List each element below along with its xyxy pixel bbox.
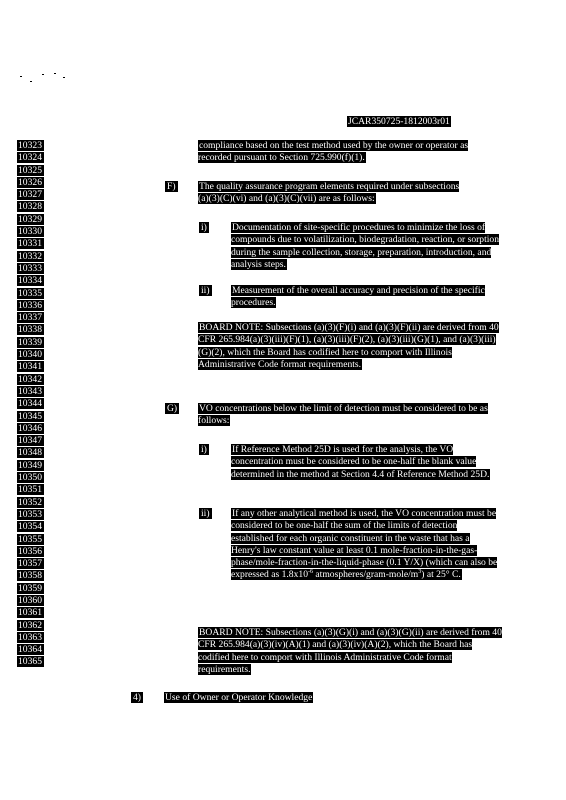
line-number: 10333 xyxy=(18,262,42,274)
line-number: 10356 xyxy=(18,545,42,557)
heading-owner-knowledge: Use of Owner or Operator Knowledge xyxy=(165,692,313,703)
line-number: 10347 xyxy=(18,435,42,447)
line-number: 10353 xyxy=(18,508,42,520)
paragraph-other-method xyxy=(231,508,501,582)
line-number: 10325 xyxy=(18,164,42,176)
line-number-column xyxy=(17,140,55,669)
line-number: 10351 xyxy=(18,484,42,496)
paragraph-compliance: compliance based on the test method used by the owner or operator as recorded pursuant to Section 725.990(f)(1). xyxy=(198,140,469,164)
line-number: 10334 xyxy=(18,275,42,287)
line-number: 10336 xyxy=(18,299,42,311)
line-number: 10339 xyxy=(18,336,42,348)
subsection-marker-G: G) xyxy=(167,403,178,414)
line-number: 10357 xyxy=(18,558,42,570)
subsection-marker-F: F) xyxy=(167,181,176,192)
other-method-units: atmospheres/gram-mole/m xyxy=(313,569,419,581)
subsection-marker-G-ii: ii) xyxy=(201,508,210,519)
line-number: 10328 xyxy=(18,201,42,213)
other-method-text: If any other analytical method is used, the VO concentration must be considered to be one-half the sum of the limits of detection established for each organic constituent in the waste that has a Henry's law constant value at least 0.1 mole-fraction-in-the-gas-phase/mole-fraction-in-the-liquid-phase (0.1 Y/X) (which can also be expressed as 1.8x10 xyxy=(231,508,498,581)
line-number: 10365 xyxy=(18,656,42,668)
line-number: 10350 xyxy=(18,472,42,484)
line-number: 10332 xyxy=(18,250,42,262)
line-number: 10360 xyxy=(18,594,42,606)
paragraph-quality-assurance: The quality assurance program elements required under subsections (a)(3)(C)(vi) and (a)(3)(C)(vii) are as follows: xyxy=(198,181,460,205)
line-number: 10335 xyxy=(18,287,42,299)
subsection-marker-4: 4) xyxy=(133,692,141,703)
line-number: 10337 xyxy=(18,312,42,324)
line-number: 10363 xyxy=(18,631,42,643)
line-number: 10354 xyxy=(18,521,42,533)
line-number: 10364 xyxy=(18,644,42,656)
line-number: 10344 xyxy=(18,398,42,410)
line-number: 10340 xyxy=(18,349,42,361)
line-number: 10346 xyxy=(18,422,42,434)
board-note-1: BOARD NOTE: Subsections (a)(3)(F)(i) and (a)(3)(F)(ii) are derived from 40 CFR 265.984(a)(3)(iii)(F)(1), (a)(3)(iii)(F)(2), (a)(3)(iii)(G)(1), and (a)(3)(iii)(G)(2), which the Board has codified here to comport with Illinois Administrative Code format requirements. xyxy=(198,322,499,370)
line-number: 10341 xyxy=(18,361,42,373)
exponent-superscript: -6 xyxy=(308,569,313,576)
scan-specks xyxy=(20,70,80,82)
line-number: 10362 xyxy=(18,619,42,631)
line-number: 10326 xyxy=(18,176,42,188)
line-number: 10338 xyxy=(18,324,42,336)
subsection-marker-G-i: i) xyxy=(201,444,207,455)
paragraph-documentation: Documentation of site-specific procedures to minimize the loss of compounds due to volatilization, biodegradation, reaction, or sorption during the sample collection, storage, preparation, introduction, and analysis steps. xyxy=(231,222,500,270)
subsection-marker-F-i: i) xyxy=(201,222,207,233)
line-number: 10352 xyxy=(18,496,42,508)
paragraph-vo-concentrations: VO concentrations below the limit of detection must be considered to be as follows: xyxy=(198,403,488,427)
cubic-superscript: 3 xyxy=(418,569,422,576)
line-number: 10361 xyxy=(18,607,42,619)
line-number: 10323 xyxy=(18,140,42,151)
line-number: 10349 xyxy=(18,459,42,471)
board-note-2: BOARD NOTE: Subsections (a)(3)(G)(i) and (a)(3)(G)(ii) are derived from 40 CFR 265.984(a)(3)(iv)(A)(1) and (a)(3)(iv)(A)(2), which the Board has codified here to comport with Illinois Administrative Code format requirements. xyxy=(198,627,502,675)
line-number: 10324 xyxy=(18,152,42,164)
subsection-marker-F-ii: ii) xyxy=(201,285,210,296)
line-number: 10358 xyxy=(18,570,42,582)
other-method-temperature: ) at 25° C. xyxy=(421,569,461,581)
paragraph-reference-method: If Reference Method 25D is used for the analysis, the VO concentration must be considered to be one-half the blank value determined in the method at Section 4.4 of Reference Method 25D. xyxy=(231,444,490,480)
line-number: 10342 xyxy=(18,373,42,385)
paragraph-measurement: Measurement of the overall accuracy and precision of the specific procedures. xyxy=(231,285,485,309)
line-number: 10345 xyxy=(18,410,42,422)
line-number: 10329 xyxy=(18,213,42,225)
line-number: 10327 xyxy=(18,189,42,201)
line-number: 10355 xyxy=(18,533,42,545)
line-number: 10348 xyxy=(18,447,42,459)
document-code xyxy=(347,116,497,128)
line-number: 10343 xyxy=(18,385,42,397)
line-number: 10359 xyxy=(18,582,42,594)
document-code-text: JCAR350725-1812003r01 xyxy=(348,116,450,127)
line-number: 10331 xyxy=(18,238,42,250)
line-number: 10330 xyxy=(18,226,42,238)
